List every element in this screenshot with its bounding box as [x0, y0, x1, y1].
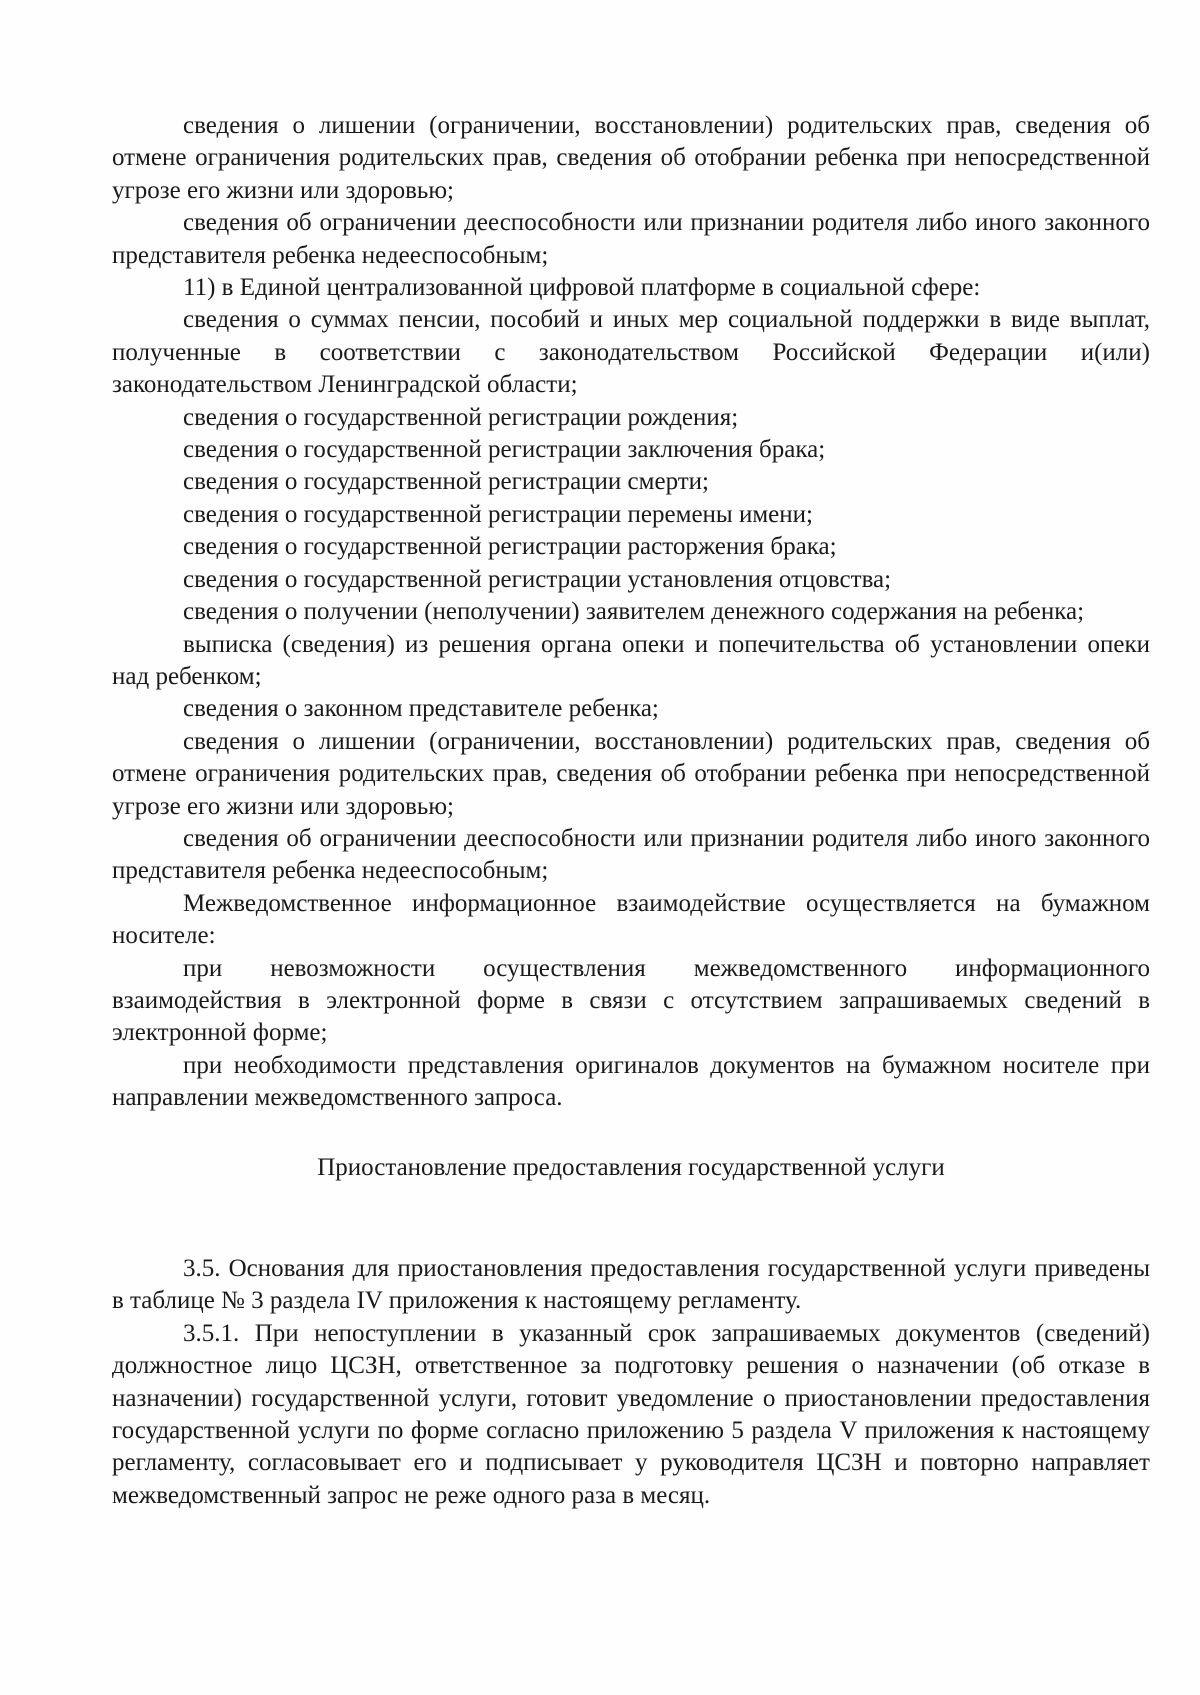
paragraph: сведения о государственной регистрации установления отцовства; — [183, 565, 892, 593]
paragraph: сведения о получении (неполучении) заявителем денежного содержания на ребенка; — [183, 598, 1085, 626]
paragraph: 3.5.1. При непоступлении в указанный срок запрашиваемых документов (сведений) должностное лицо ЦСЗН, ответственное за подготовку решения о назначении (об отказе в назначении) государственной услуги, готовит уведомление о приостановлении предоставления государственной услуги по форме согласно приложению 5 раздела V приложения к настоящему регламенту, согласовывает его и подписывает у руководителя ЦСЗН и повторно направляет межведомственный запрос не реже одного раза в месяц. — [112, 1319, 1150, 1509]
document-body — [112, 110, 1150, 1512]
paragraph: сведения о государственной регистрации перемены имени; — [183, 500, 813, 528]
paragraph: сведения о лишении (ограничении, восстановлении) родительских прав, сведения об отмене ограничения родительских прав, сведения об отобрании ребенка при непосредственной угрозе его жизни или здоровью; — [112, 112, 1150, 204]
paragraph: сведения о законном представителе ребенка; — [183, 695, 659, 723]
paragraph: при невозможности осуществления межведомственного информационного взаимодействия в электронной форме в связи с отсутствием запрашиваемых сведений в электронной форме; — [112, 954, 1150, 1047]
paragraph: сведения об ограничении дееспособности или признании родителя либо иного законного представителя ребенка недееспособным; — [112, 209, 1150, 269]
section-heading: Приостановление предоставления государственной услуги — [317, 1153, 945, 1181]
paragraph: 11) в Единой централизованной цифровой платформе в социальной сфере: — [183, 274, 981, 302]
paragraph: 3.5. Основания для приостановления предоставления государственной услуги приведены в таблице № 3 раздела IV приложения к настоящему регламенту. — [112, 1255, 1150, 1315]
paragraph: выписка (сведения) из решения органа опеки и попечительства об установлении опеки над ребенком; — [112, 630, 1150, 690]
paragraph: сведения о государственной регистрации расторжения брака; — [183, 533, 837, 561]
paragraph: сведения о государственной регистрации рождения; — [183, 403, 739, 431]
paragraph: сведения о лишении (ограничении, восстановлении) родительских прав, сведения об отмене ограничения родительских прав, сведения об отобрании ребенка при непосредственной угрозе его жизни или здоровью; — [112, 727, 1150, 820]
paragraph: сведения об ограничении дееспособности или признании родителя либо иного законного представителя ребенка недееспособным; — [112, 824, 1150, 885]
paragraph: сведения о государственной регистрации смерти; — [183, 468, 709, 496]
paragraph: сведения о суммах пенсии, пособий и иных мер социальной поддержки в виде выплат, полученные в соответствии с законодательством Российской Федерации и(или) законодательством Ленинградской области; — [112, 306, 1150, 399]
paragraph: сведения о государственной регистрации заключения брака; — [183, 436, 826, 464]
paragraph: при необходимости представления оригиналов документов на бумажном носителе при направлении межведомственного запроса. — [112, 1051, 1150, 1112]
paragraph: Межведомственное информационное взаимодействие осуществляется на бумажном носителе: — [112, 889, 1150, 950]
